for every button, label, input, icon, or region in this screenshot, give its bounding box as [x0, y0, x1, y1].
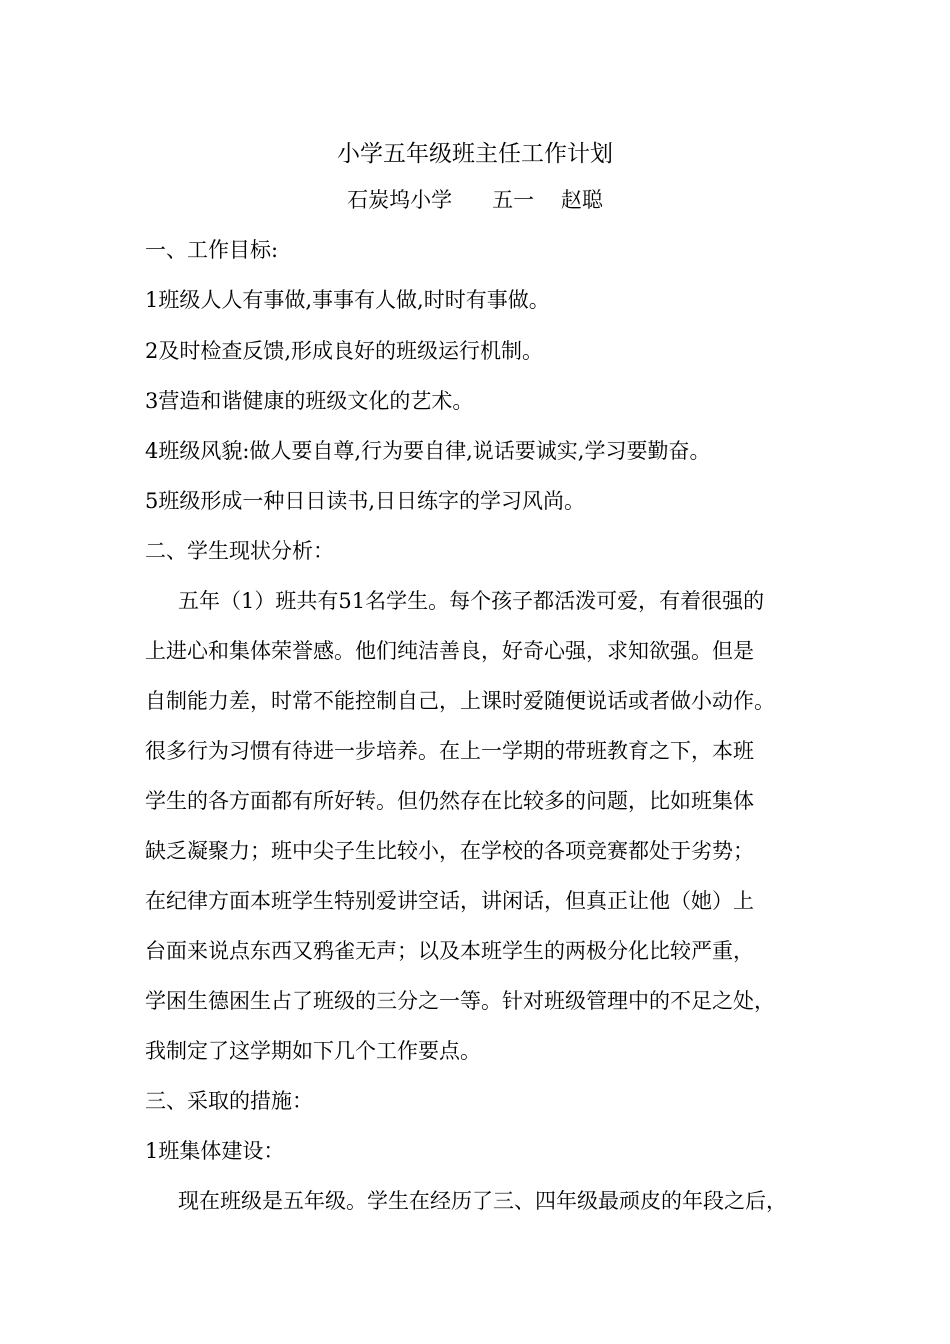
section-heading-measures: 三、采取的措施： [145, 1089, 313, 1113]
analysis-line: 上进心和集体荣誉感。他们纯洁善良，好奇心强，求知欲强。但是 [145, 639, 754, 663]
goal-item: 3营造和谐健康的班级文化的艺术。 [145, 389, 474, 413]
document-title: 小学五年级班主任工作计划 [337, 141, 613, 167]
analysis-line: 学生的各方面都有所好转。但仍然存在比较多的问题，比如班集体 [145, 789, 754, 813]
analysis-line: 学困生德困生占了班级的三分之一等。针对班级管理中的不足之处， [145, 989, 775, 1013]
goal-item: 5班级形成一种日日读书,日日练字的学习风尚。 [145, 489, 586, 513]
analysis-line: 缺乏凝聚力；班中尖子生比较小，在学校的各项竞赛都处于劣势； [145, 839, 754, 863]
measure-line: 现在班级是五年级。学生在经历了三、四年级最顽皮的年段之后， [178, 1189, 787, 1213]
analysis-line: 五年（1）班共有51名学生。每个孩子都活泼可爱，有着很强的 [178, 589, 765, 613]
goal-item: 4班级风貌:做人要自尊,行为要自律,说话要诚实,学习要勤奋。 [145, 439, 711, 463]
analysis-line: 很多行为习惯有待进一步培养。在上一学期的带班教育之下，本班 [145, 739, 754, 763]
measure-heading: 1班集体建设： [145, 1139, 285, 1163]
section-heading-analysis: 二、学生现状分析： [145, 539, 334, 563]
goal-item: 2及时检查反馈,形成良好的班级运行机制。 [145, 339, 544, 363]
section-heading-goals: 一、工作目标: [145, 238, 279, 262]
goal-item: 1班级人人有事做,事事有人做,时时有事做。 [145, 288, 550, 312]
analysis-line: 台面来说点东西又鸦雀无声；以及本班学生的两极分化比较严重， [145, 939, 754, 963]
document-subtitle: 石炭坞小学 五一 赵聪 [347, 188, 603, 212]
analysis-line: 自制能力差，时常不能控制自己，上课时爱随便说话或者做小动作。 [145, 689, 775, 713]
analysis-line: 在纪律方面本班学生特别爱讲空话，讲闲话，但真正让他（她）上 [145, 889, 754, 913]
analysis-line: 我制定了这学期如下几个工作要点。 [145, 1039, 481, 1063]
